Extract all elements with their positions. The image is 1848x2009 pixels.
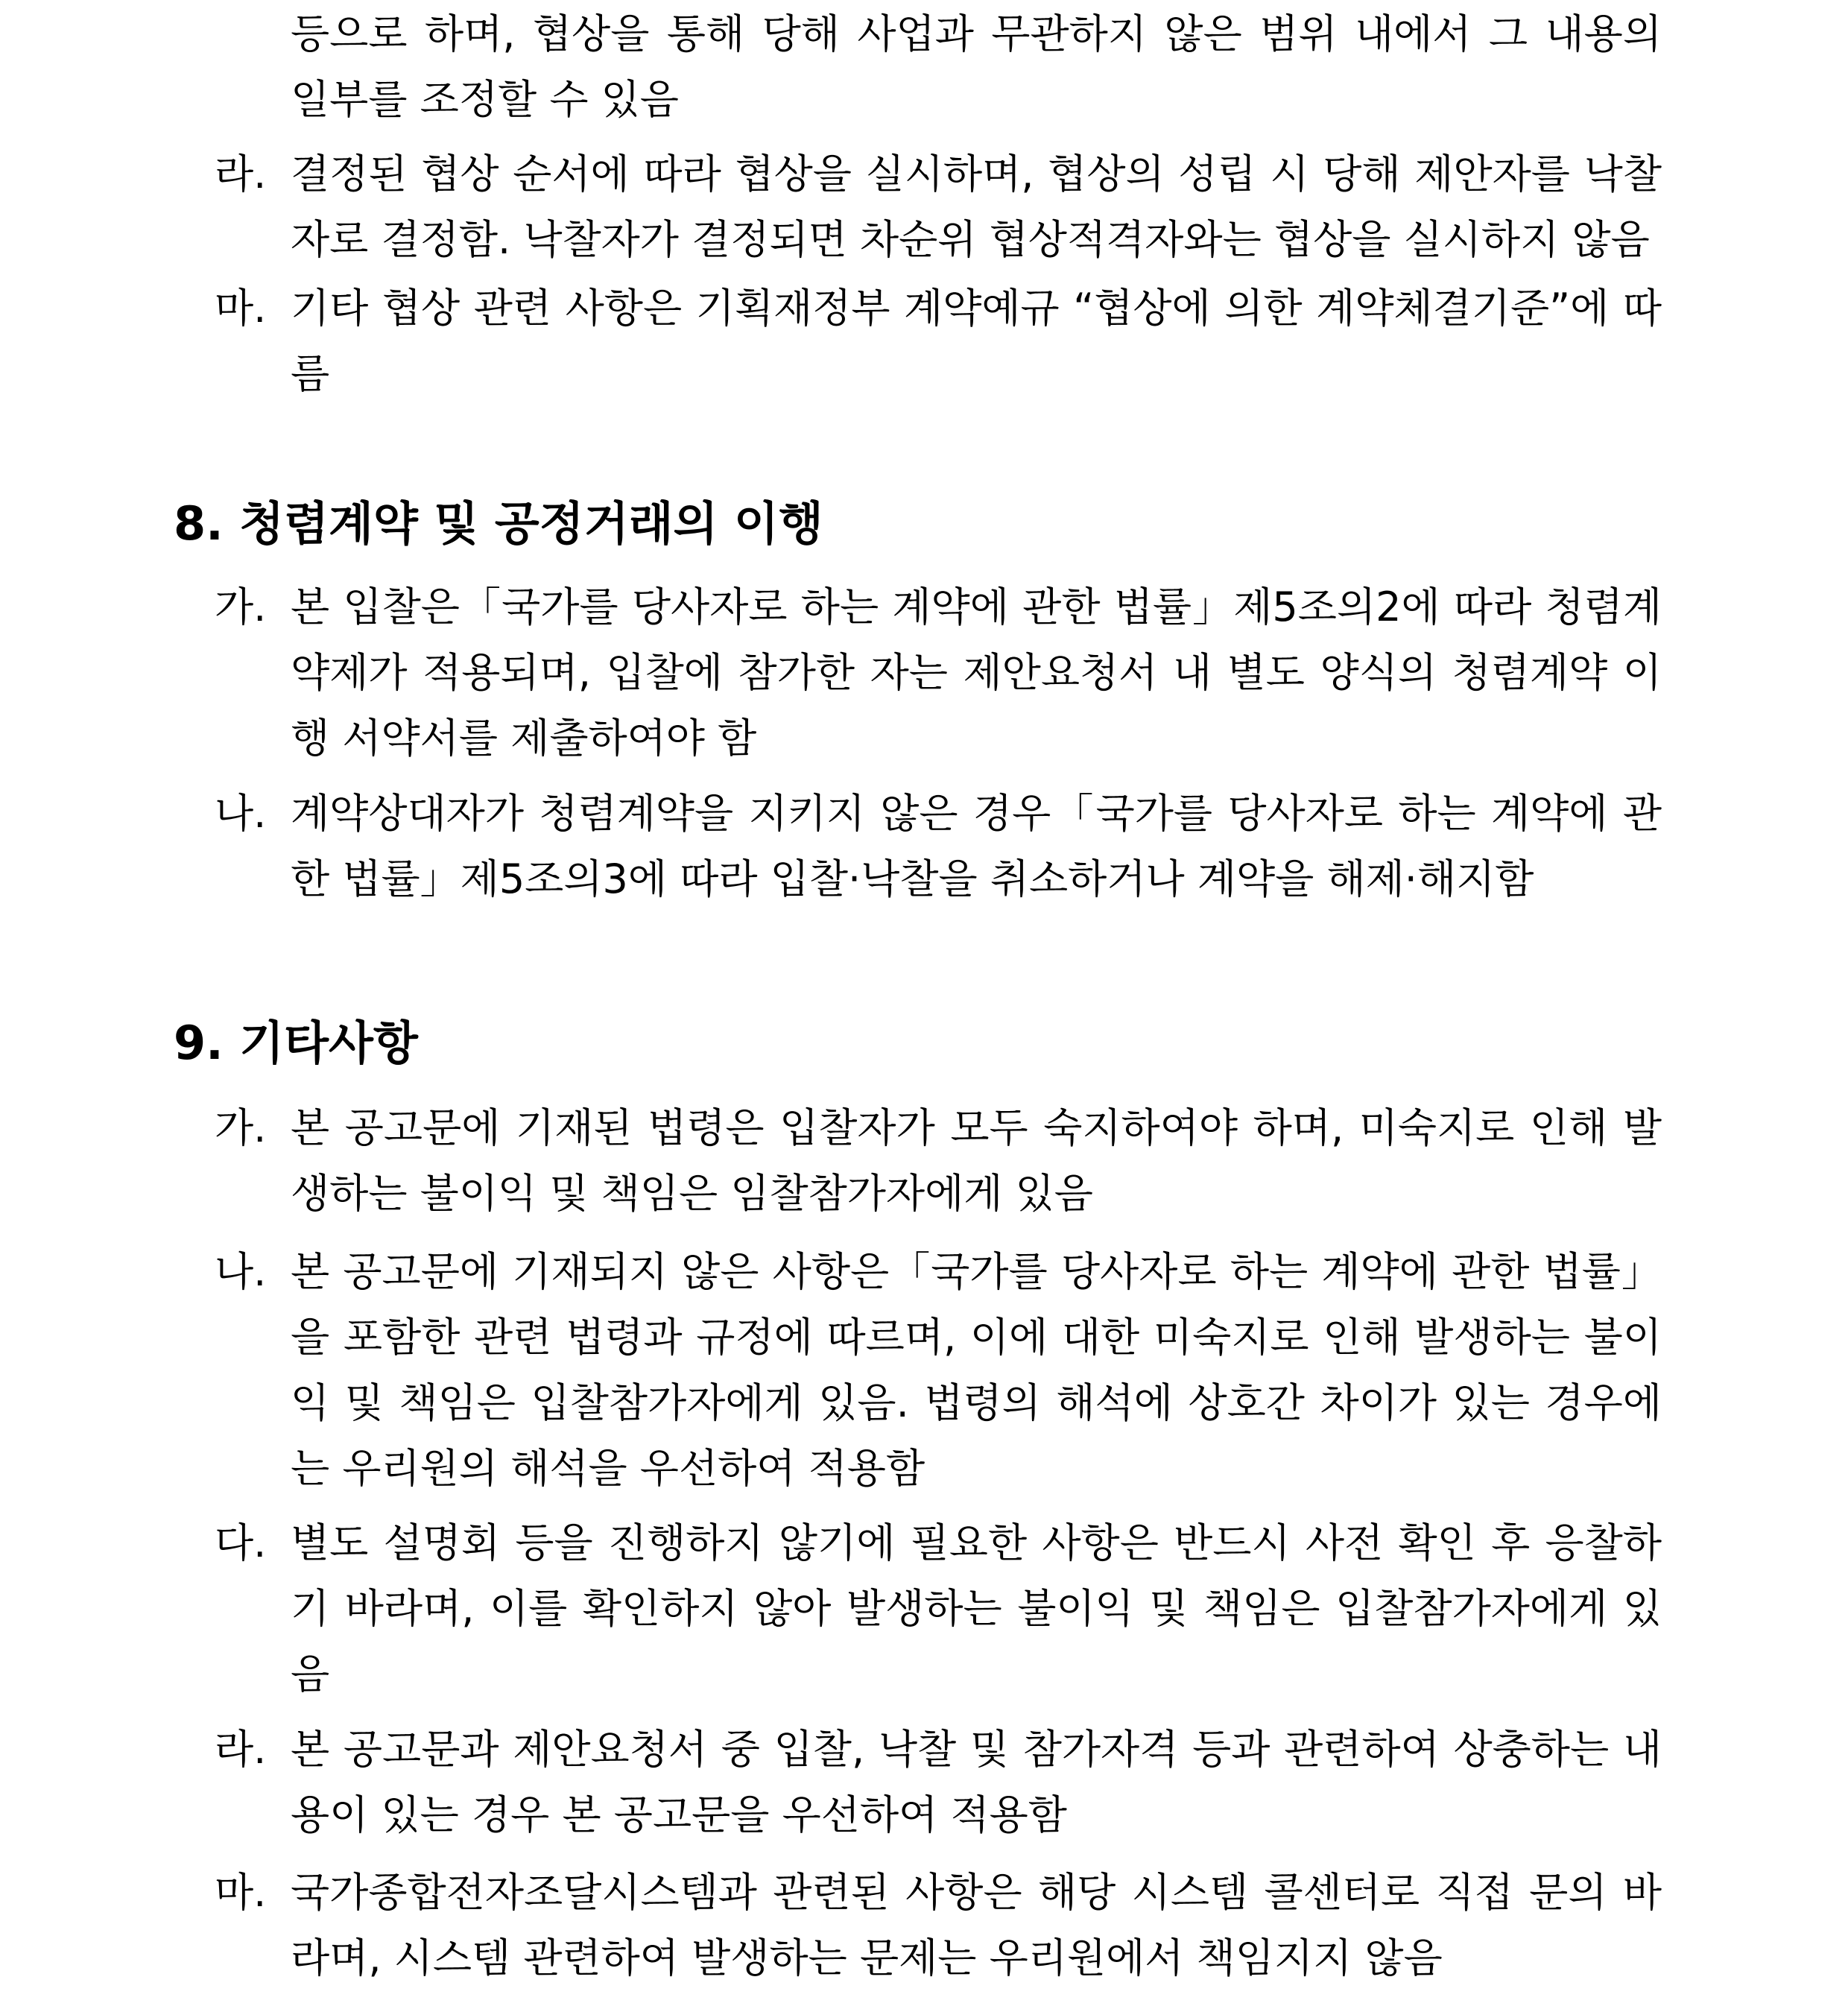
list-item-text: 본 공고문에 기재되지 않은 사항은「국가를 당사자로 하는 계약에 관한 법률」을 포함한 관련 법령과 규정에 따르며, 이에 대한 미숙지로 인해 발생하는 불이익 및 책임은 입찰참가자에게 있음. 법령의 해석에 상호간 차이가 있는 경우에는 우리원의 해석을 우선하여 적용함 [291,1248,1662,1492]
list-item-marker: 라. [215,151,267,197]
list-item-marker: 나. [215,1248,267,1295]
list-item-text: 별도 설명회 등을 진행하지 않기에 필요한 사항은 반드시 사전 확인 후 응찰하기 바라며, 이를 확인하지 않아 발생하는 불이익 및 책임은 입찰참가자에게 있음 [291,1519,1662,1698]
list-item-text: 결정된 협상 순서에 따라 협상을 실시하며, 협상의 성립 시 당해 제안자를 낙찰자로 결정함. 낙찰자가 결정되면 차순위 협상적격자와는 협상을 실시하지 않음 [291,151,1662,263]
list-item [215,1095,1662,1227]
list-item-text: 본 공고문과 제안요청서 중 입찰, 낙찰 및 참가자격 등과 관련하여 상충하는 내용이 있는 경우 본 공고문을 우선하여 적용함 [291,1726,1662,1838]
section-heading: 9. 기타사항 [174,1016,418,1070]
list-item [215,1239,1662,1502]
continuation-paragraph: 등으로 하며, 협상을 통해 당해 사업과 무관하지 않은 범위 내에서 그 내용의 일부를 조정할 수 있음 [291,10,1662,123]
list-item-text: 계약상대자가 청렴계약을 지키지 않은 경우「국가를 당사자로 하는 계약에 관한 법률」제5조의3에 따라 입찰·낙찰을 취소하거나 계약을 해제·해지함 [291,790,1662,902]
section-heading: 8. 청렴계약 및 공정거래의 이행 [174,496,823,551]
list-item-marker: 가. [215,583,267,630]
list-item-marker: 마. [215,285,267,332]
list-item [215,276,1662,407]
list-item [215,1860,1662,1991]
list-item-marker: 라. [215,1726,267,1773]
list-item [215,781,1662,912]
list-item-text: 국가종합전자조달시스템과 관련된 사항은 해당 시스템 콜센터로 직접 문의 바라며, 시스템 관련하여 발생하는 문제는 우리원에서 책임지지 않음 [291,1869,1662,1981]
list-item [215,1510,1662,1707]
list-item-marker: 마. [215,1869,267,1916]
list-item-marker: 가. [215,1104,267,1151]
list-item-text: 본 공고문에 기재된 법령은 입찰자가 모두 숙지하여야 하며, 미숙지로 인해 발생하는 불이익 및 책임은 임찰참가자에게 있음 [291,1104,1662,1217]
list-item-marker: 나. [215,790,267,837]
list-item-text: 본 입찰은「국가를 당사자로 하는 계약에 관한 법률」제5조의2에 따라 청렴계약제가 적용되며, 입찰에 참가한 자는 제안요청서 내 별도 양식의 청렴계약 이행 서약서를 제출하여야 함 [291,583,1662,762]
list-item [215,1717,1662,1848]
list-item-marker: 다. [215,1519,267,1566]
list-item-text: 기타 협상 관련 사항은 기획재정부 계약예규 “협상에 의한 계약체결기준”에 따름 [291,285,1662,397]
list-item [215,575,1662,771]
list-item [215,142,1662,273]
